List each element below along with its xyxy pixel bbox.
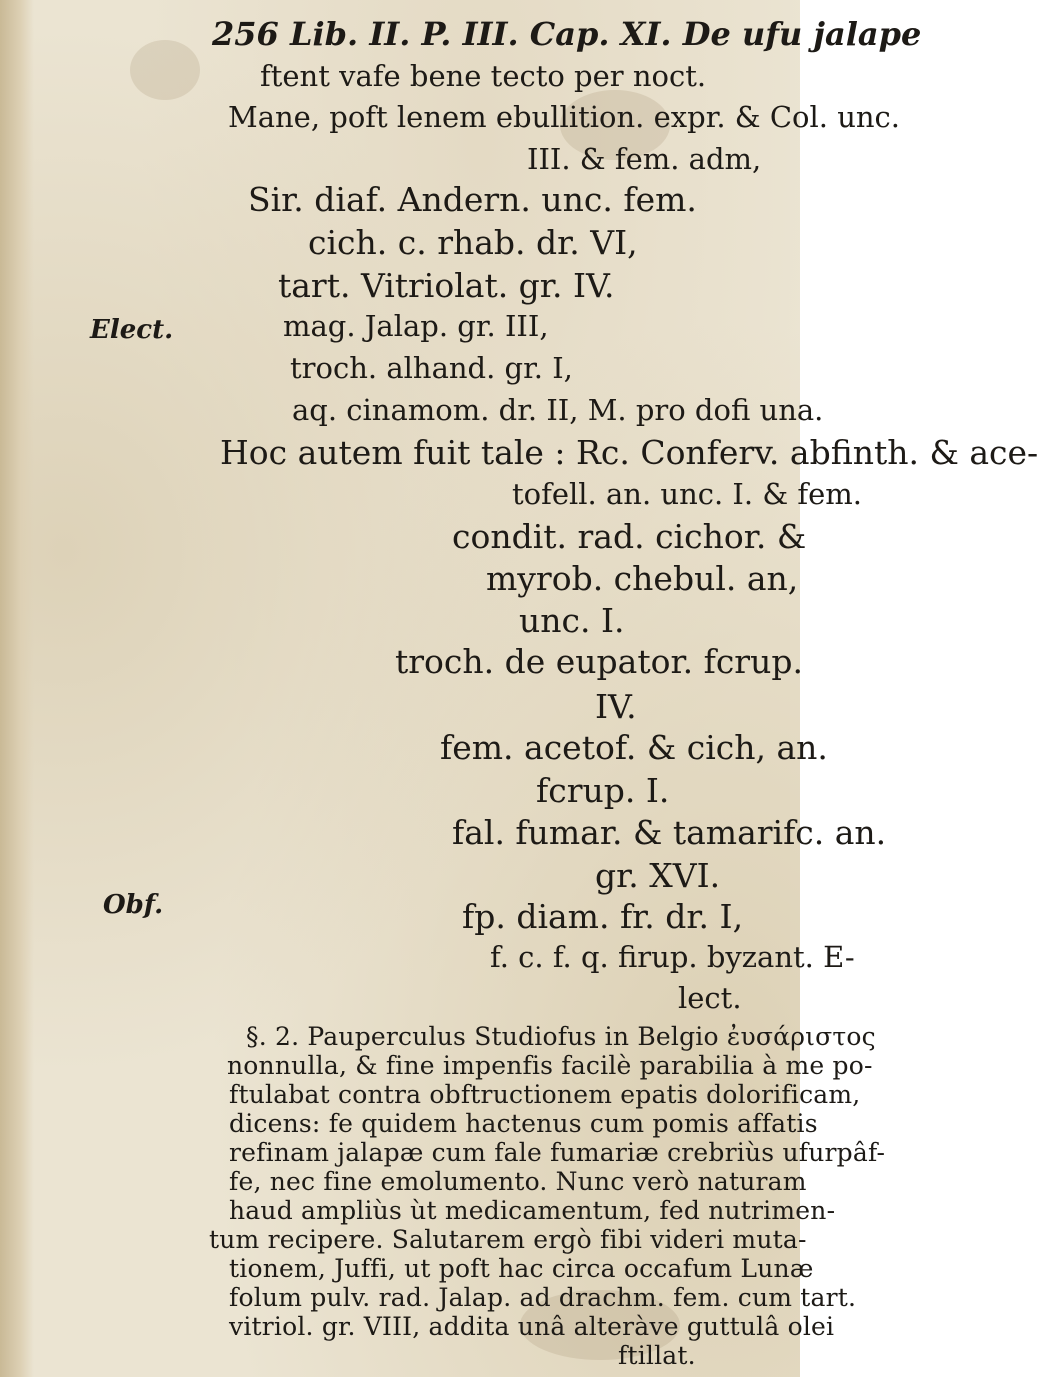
recipe-line: myrob. chebul. an, — [486, 559, 799, 598]
recipe-line: unc. I. — [519, 601, 625, 640]
recipe-line: f. c. f. q. firup. byzant. E- — [490, 940, 855, 974]
observation-line: dicens: fe quidem hactenus cum pomis affatis — [229, 1109, 818, 1138]
observation-line: fe, nec fine emolumento. Nunc verò naturam — [229, 1167, 807, 1196]
recipe-line: fcrup. I. — [536, 771, 670, 810]
paper-stain — [130, 40, 200, 100]
observation-line: refinam jalapæ cum fale fumariæ crebriùs ufurpâf- — [229, 1138, 886, 1167]
observation-line: §. 2. Pauperculus Studiofus in Belgio ἐυσάριστος — [246, 1022, 876, 1051]
running-head: Lib. II. P. III. Cap. XI. De ufu jalape — [290, 15, 922, 53]
observation-line: tionem, Juffi, ut poft hac circa occafum Lunæ — [229, 1254, 814, 1283]
recipe-line: fp. diam. fr. dr. I, — [462, 897, 744, 936]
observation-line: nonnulla, & fine impenfis facilè parabilia à me po- — [227, 1051, 873, 1080]
recipe-line: condit. rad. cichor. & — [452, 517, 807, 556]
observation-line: folum pulv. rad. Jalap. ad drachm. fem. cum tart. — [229, 1283, 857, 1312]
recipe-line: gr. XVI. — [595, 856, 721, 895]
recipe-line: ftent vafe bene tecto per noct. — [260, 59, 707, 93]
page-edge-shadow — [0, 0, 34, 1377]
recipe-line: aq. cinamom. dr. II, M. pro dofi una. — [292, 393, 824, 427]
observation-line: ftulabat contra obftructionem epatis dolorificam, — [229, 1080, 861, 1109]
recipe-line: cich. c. rhab. dr. VI, — [308, 223, 638, 262]
recipe-line: III. & fem. adm, — [527, 142, 762, 176]
recipe-line: troch. de eupator. fcrup. — [395, 642, 803, 681]
recipe-line: mag. Jalap. gr. III, — [283, 309, 549, 343]
recipe-line: tofell. an. unc. I. & fem. — [512, 477, 862, 511]
recipe-line: lect. — [678, 981, 742, 1015]
margin-note-elect: Elect. — [90, 315, 174, 345]
observation-line: haud ampliùs ùt medicamentum, fed nutrimen- — [229, 1196, 836, 1225]
recipe-line: Hoc autem fuit tale : Rc. Conferv. abfinth. & ace- — [220, 433, 1038, 472]
recipe-line: tart. Vitriolat. gr. IV. — [278, 266, 615, 305]
recipe-line: troch. alhand. gr. I, — [290, 351, 573, 385]
recipe-line: fal. fumar. & tamarifc. an. — [452, 813, 887, 852]
observation-line: tum recipere. Salutarem ergò fibi videri muta- — [209, 1225, 807, 1254]
observation-line: ftillat. — [618, 1341, 696, 1370]
recipe-line: fem. acetof. & cich, an. — [440, 728, 828, 767]
observation-line: vitriol. gr. VIII, addita unâ alteràve guttulâ olei — [229, 1312, 835, 1341]
recipe-line: Mane, poft lenem ebullition. expr. & Col. unc. — [228, 100, 901, 134]
page-number: 256 — [212, 15, 279, 53]
margin-note-obs: Obf. — [103, 890, 164, 920]
recipe-line: IV. — [595, 687, 637, 726]
recipe-line: Sir. diaf. Andern. unc. fem. — [248, 180, 697, 219]
